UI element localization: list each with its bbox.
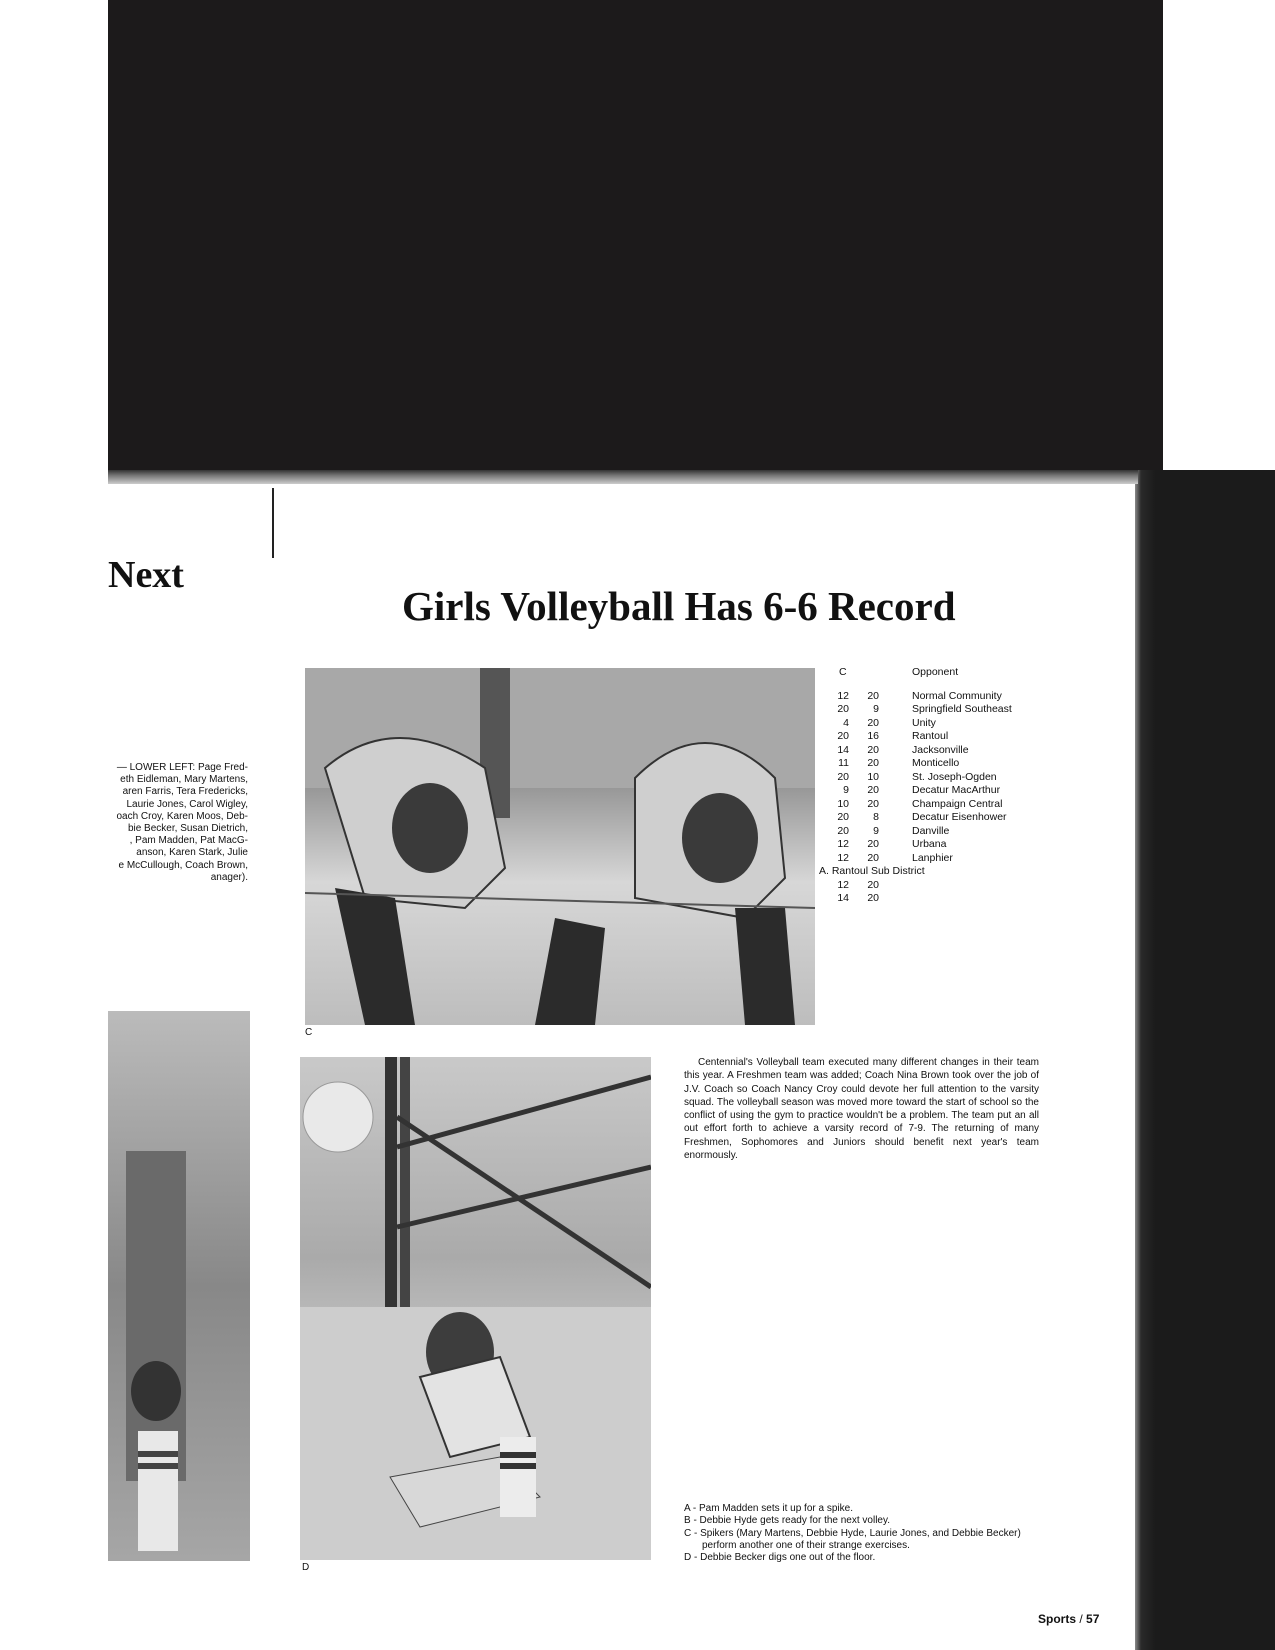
folio-separator: / — [1079, 1612, 1083, 1626]
opponent-name: Lanphier — [912, 851, 953, 864]
page-folio — [1038, 1612, 1099, 1626]
team-score: 20 — [837, 703, 849, 715]
opponent-name: St. Joseph-Ogden — [912, 770, 997, 783]
opponent-score: 20 — [867, 892, 879, 904]
opponent-score: 20 — [867, 743, 879, 756]
caption-c: C - Spikers (Mary Martens, Debbie Hyde, Laurie Jones, and Debbie Becker) — [684, 1527, 1021, 1539]
caption-line: — LOWER LEFT: Page Fred- — [116, 762, 248, 773]
team-score: 20 — [837, 811, 849, 823]
page-title: Girls Volleyball Has 6-6 Record — [402, 583, 956, 629]
caption-d: D - Debbie Becker digs one out of the floor. — [684, 1552, 876, 1564]
subdistrict-title: A. Rantoul Sub District — [819, 865, 925, 877]
opponent-score: 20 — [867, 797, 879, 810]
opponent-name: Normal Community — [912, 689, 1002, 702]
left-page-caption — [108, 762, 248, 884]
team-score: 12 — [837, 689, 849, 702]
team-score: 14 — [837, 892, 849, 904]
left-page-photo — [108, 1011, 250, 1561]
opponent-name: Decatur MacArthur — [912, 784, 1001, 796]
caption-a: A - Pam Madden sets it up for a spike. — [684, 1503, 853, 1514]
caption-b: B - Debbie Hyde gets ready for the next volley. — [684, 1515, 891, 1527]
photo-label-c: C — [305, 1027, 313, 1038]
team-score: 9 — [843, 784, 849, 796]
photo-label-d: D — [302, 1562, 310, 1573]
opponent-score: 20 — [867, 878, 879, 891]
caption-line: Laurie Jones, Carol Wigley, — [126, 798, 248, 810]
opponent-name: Jacksonville — [912, 743, 969, 756]
caption-line: aren Farris, Tera Fredericks, — [122, 786, 248, 798]
opponent-name: Champaign Central — [912, 797, 1003, 810]
photo-dig — [300, 1057, 651, 1560]
team-score: 20 — [837, 730, 849, 742]
team-score: 4 — [843, 716, 849, 729]
opponent-name: Danville — [912, 824, 950, 837]
caption-line: anager). — [210, 871, 248, 883]
article-body: Centennial's Volleyball team executed many different changes in their team this year. A Freshmen team was added; Coach Nina Brown took over the job of J.V. Coach so Coach Nancy Croy could devote her full attention to the varsity squad. The volleyball season was moved more toward the start of school so the conflict of using the gym to practice wouldn't be a problem. The team put an all out effort forth to achieve a varsity record of 7-9. The returning of many Freshmen, Sophomores and Juniors should benefit next year's team enormously. — [684, 1057, 1039, 1162]
page-top-edge — [108, 470, 1138, 484]
team-score: 11 — [838, 757, 849, 769]
opponent-score: 20 — [867, 757, 879, 769]
folio-section: Sports — [1038, 1612, 1077, 1626]
header-team: C — [839, 666, 847, 678]
photo-captions — [684, 1503, 1084, 1564]
team-score: 12 — [837, 878, 849, 891]
header-opponent: Opponent — [912, 666, 959, 678]
opponent-name: Springfield Southeast — [912, 703, 1012, 715]
opponent-name: Monticello — [912, 757, 960, 769]
opponent-score: 10 — [867, 770, 879, 783]
opponent-score: 20 — [867, 716, 879, 729]
opponent-name: Urbana — [912, 838, 947, 850]
team-score: 12 — [837, 851, 849, 864]
caption-line: oach Croy, Karen Moos, Deb- — [116, 810, 248, 822]
photo-spikers-stretching — [305, 668, 815, 1025]
opponent-score: 20 — [867, 838, 879, 850]
caption-line: anson, Karen Stark, Julie — [136, 847, 248, 859]
opponent-score: 20 — [867, 784, 879, 796]
opponent-name: Unity — [912, 716, 936, 729]
caption-line: eth Eidleman, Mary Martens, — [120, 774, 248, 786]
scan-margin — [1163, 0, 1275, 480]
team-score: 12 — [837, 838, 849, 850]
opponent-score: 9 — [873, 703, 879, 715]
left-page-heading: Next — [108, 554, 184, 596]
team-score: 10 — [837, 797, 849, 810]
opponent-name: Decatur Eisenhower — [912, 811, 1007, 823]
opponent-name: Rantoul — [912, 730, 949, 742]
caption-line: , Pam Madden, Pat MacG- — [129, 835, 248, 847]
team-score: 20 — [837, 824, 849, 837]
book-spine — [272, 488, 274, 558]
opponent-score: 16 — [867, 730, 879, 742]
caption-line: e McCullough, Coach Brown, — [118, 859, 248, 871]
team-score: 20 — [837, 770, 849, 783]
opponent-score: 20 — [867, 689, 879, 702]
folio-page-number: 57 — [1086, 1612, 1100, 1626]
team-score: 14 — [837, 743, 849, 756]
scan-dark-background — [108, 0, 1163, 480]
caption-c-continued: perform another one of their strange exercises. — [702, 1539, 910, 1551]
scan-right-edge — [1135, 470, 1275, 1650]
opponent-score: 20 — [867, 851, 879, 864]
opponent-score: 8 — [873, 811, 879, 823]
opponent-score: 9 — [873, 824, 879, 837]
caption-line: bie Becker, Susan Dietrich, — [127, 823, 248, 835]
